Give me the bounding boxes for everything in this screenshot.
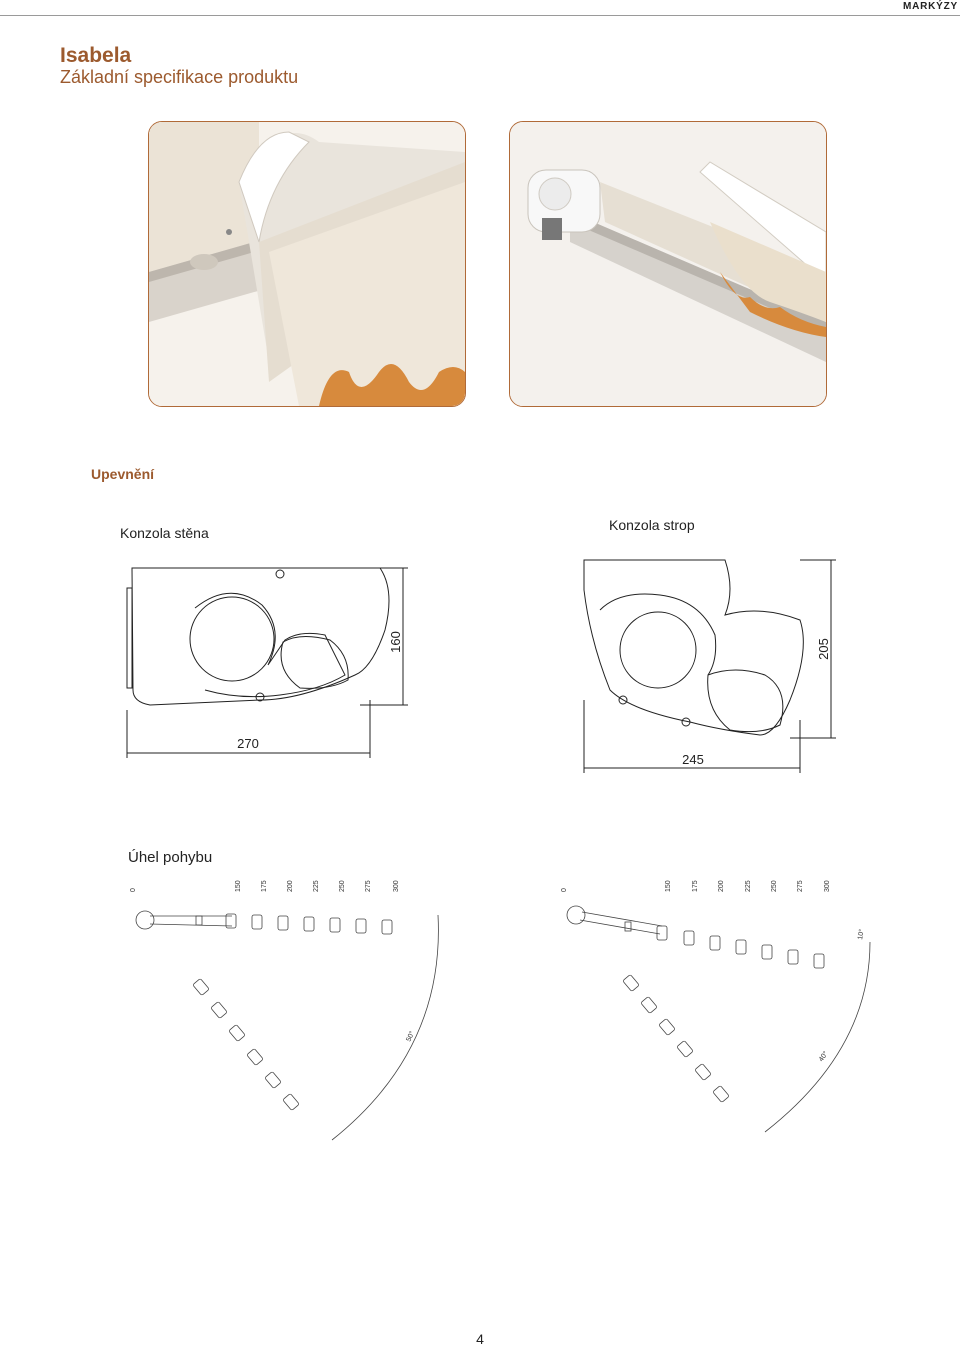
- right-tick-225: 225: [745, 880, 752, 892]
- wall-bracket-label: Konzola stěna: [120, 525, 209, 541]
- product-subtitle: Základní specifikace produktu: [60, 67, 299, 87]
- right-tick-175: 175: [692, 880, 699, 892]
- ceiling-height-dim: 205: [816, 638, 831, 660]
- photo-cassette-closeup: [148, 121, 466, 407]
- right-tick-200: 200: [718, 880, 725, 892]
- bracket-drawings: [0, 550, 960, 780]
- right-tick-0: 0: [561, 888, 568, 892]
- right-tick-250: 250: [771, 880, 778, 892]
- left-angle: 50°: [405, 1030, 417, 1043]
- header-rule: [0, 15, 960, 16]
- left-tick-275: 275: [365, 880, 372, 892]
- wall-height-dim: 160: [388, 631, 403, 653]
- left-tick-250: 250: [339, 880, 346, 892]
- product-title: Isabela: [60, 44, 132, 67]
- left-tick-150: 150: [235, 880, 242, 892]
- movement-heading: Úhel pohybu: [128, 849, 213, 866]
- left-tick-0: 0: [130, 888, 137, 892]
- movement-diagrams: [0, 870, 960, 1160]
- ceiling-width-dim: 245: [682, 752, 704, 767]
- left-tick-225: 225: [313, 880, 320, 892]
- brand-label: MARKÝZY: [902, 1, 958, 12]
- right-angle-top: 10°: [857, 928, 866, 941]
- page-number: 4: [476, 1331, 484, 1347]
- left-tick-300: 300: [393, 880, 400, 892]
- ceiling-bracket-label: Konzola strop: [609, 517, 695, 533]
- right-tick-275: 275: [797, 880, 804, 892]
- left-tick-200: 200: [287, 880, 294, 892]
- photo-ceiling-mount: [509, 121, 827, 407]
- wall-width-dim: 270: [237, 736, 259, 751]
- right-angle-bottom: 40°: [817, 1050, 830, 1064]
- right-tick-300: 300: [824, 880, 831, 892]
- left-tick-175: 175: [261, 880, 268, 892]
- right-tick-150: 150: [665, 880, 672, 892]
- mounting-heading: Upevnění: [91, 466, 155, 482]
